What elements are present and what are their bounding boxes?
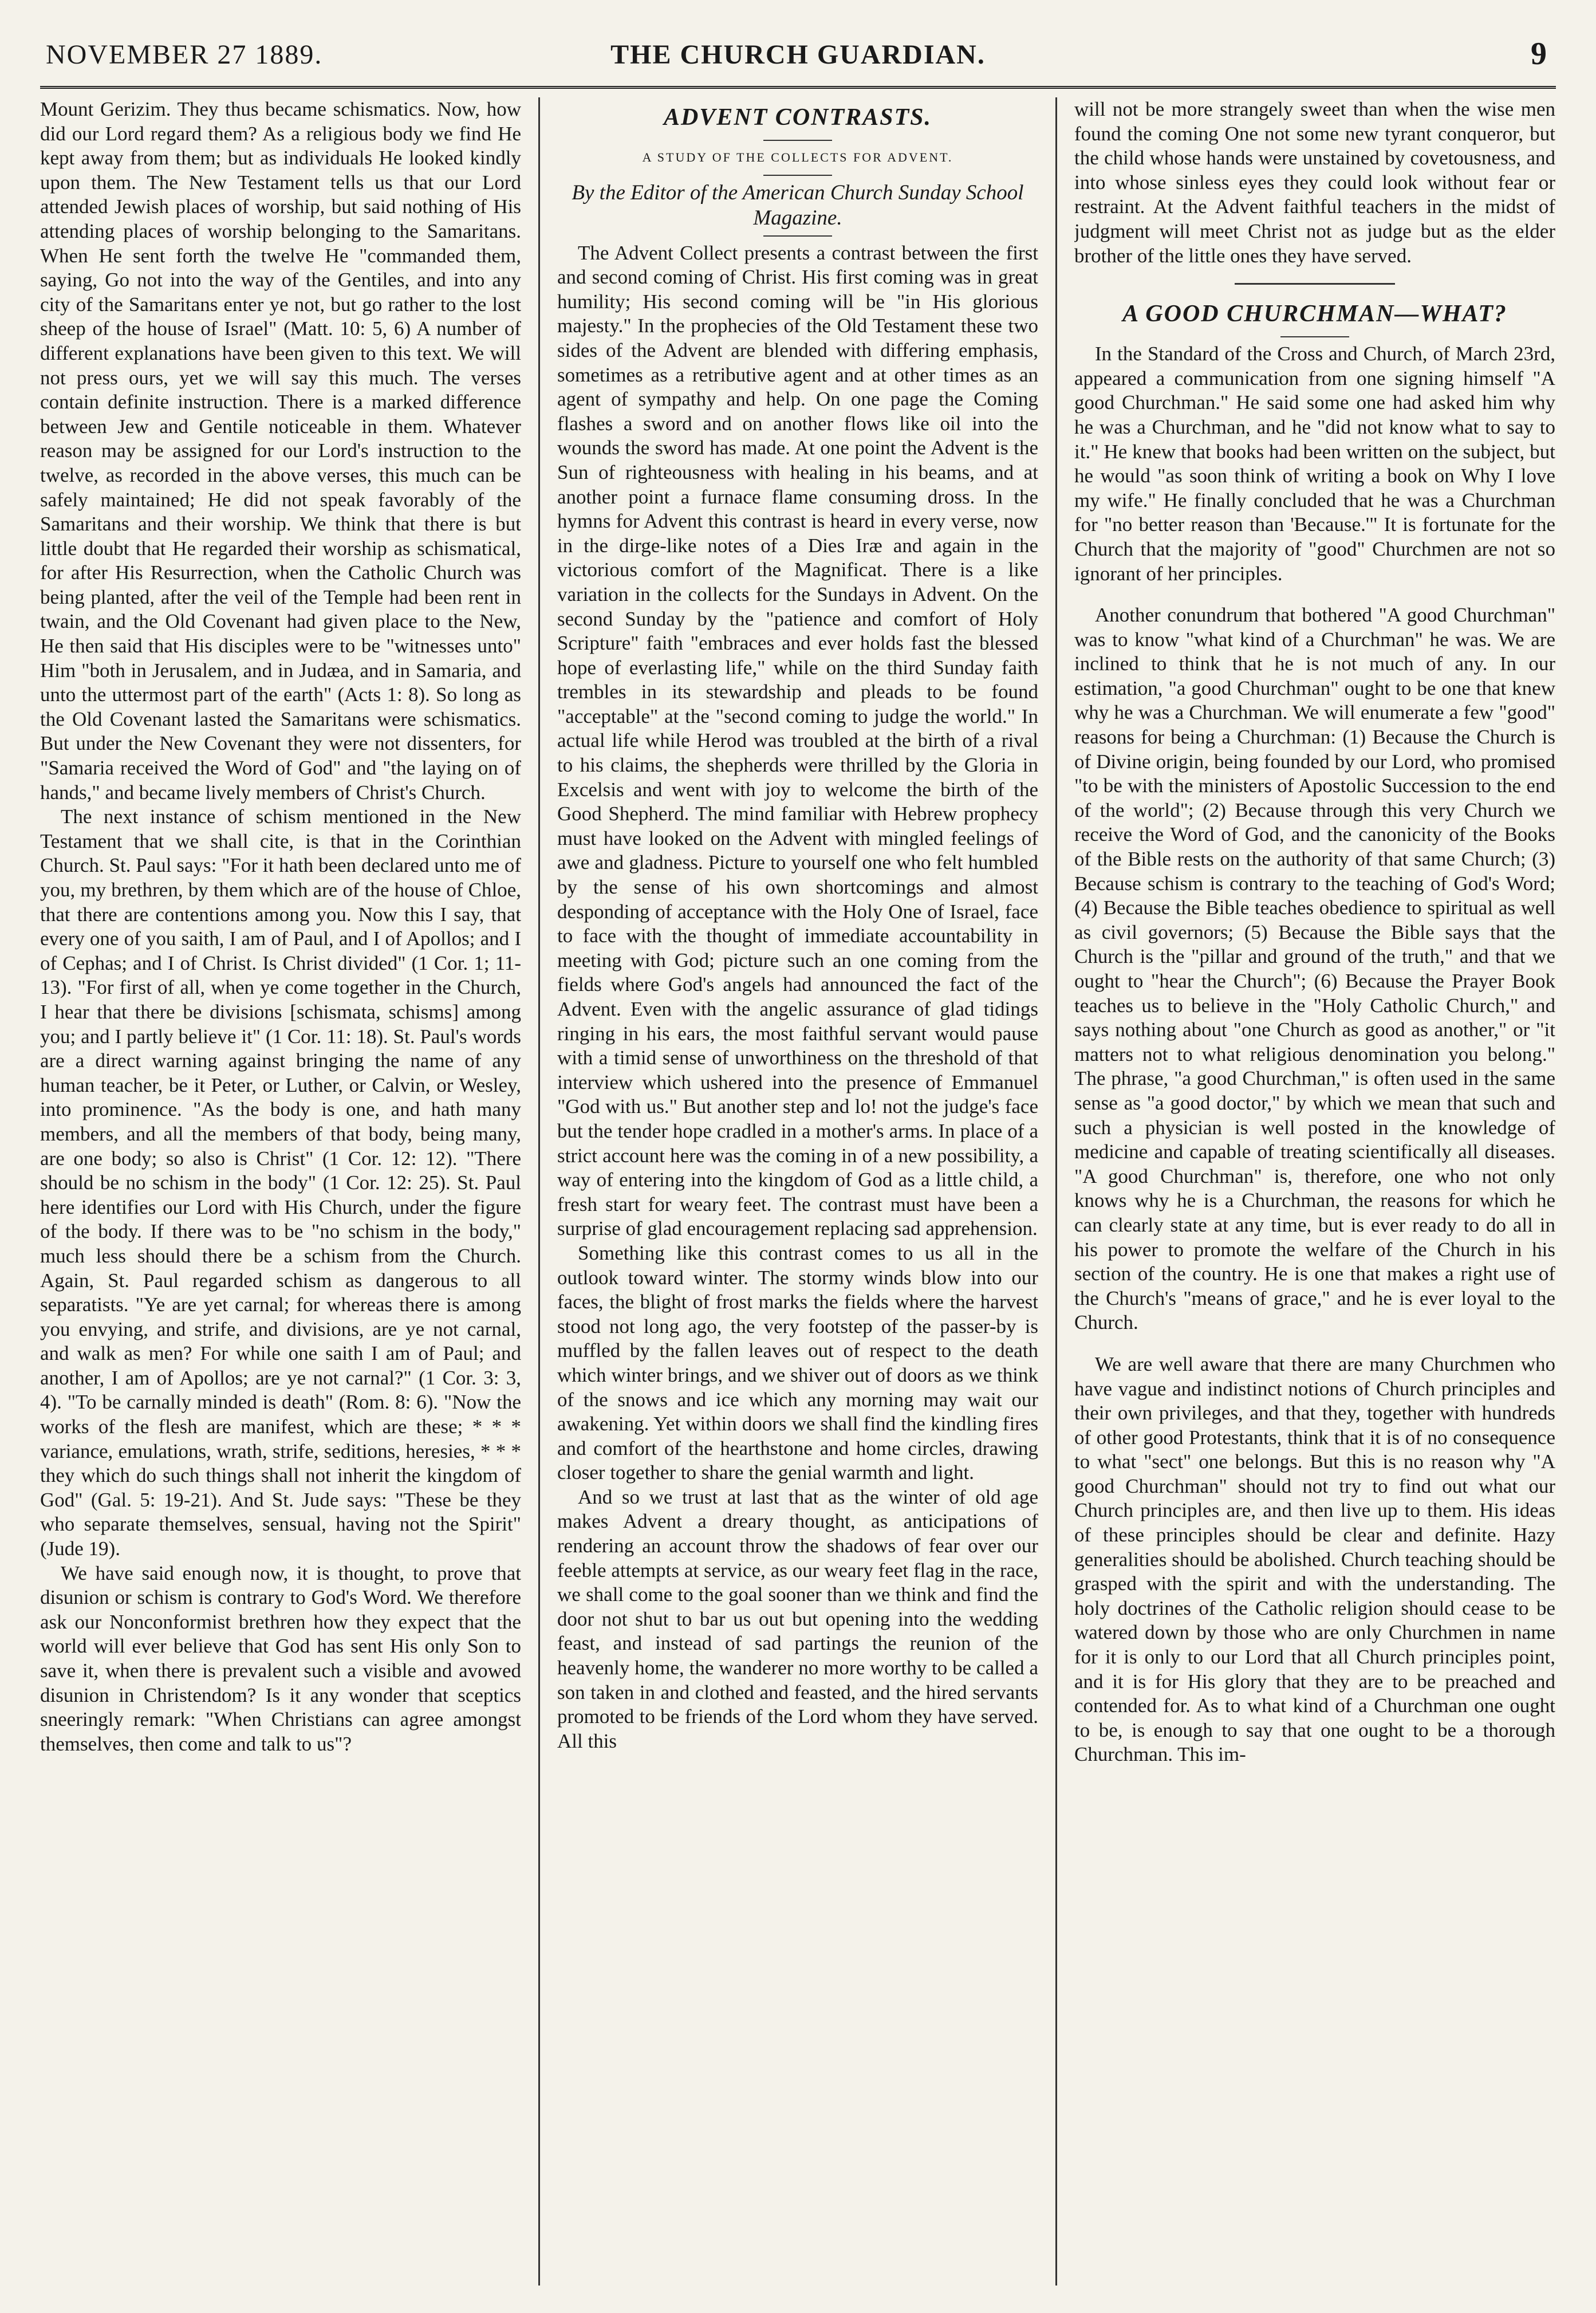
section-rule — [1235, 283, 1395, 285]
title-rule — [1280, 336, 1349, 337]
subtitle-rule — [763, 175, 832, 176]
article-title: A GOOD CHURCHMAN—WHAT? — [1122, 301, 1507, 328]
article-paragraph: will not be more strangely sweet than when the wise men found the coming One not some new tyrant conqueror, but the child whose hands were unstained by covetousness, and into whose sinless eyes they could look without fear or restraint. At the Advent faithful teachers in the midst of judgment will meet Christ not as judge but as the elder brother of the little ones they have served. — [1074, 98, 1555, 267]
issue-date: NOVEMBER 27 1889. — [46, 40, 323, 70]
masthead — [40, 23, 1556, 89]
paragraph-gap — [1074, 586, 1555, 603]
newspaper-page — [40, 23, 1556, 2291]
article-paragraph: Another conundrum that bothered "A good Churchman" was to know "what kind of a Churchman" he was. We are inclined to think that he is not much of any. In our estimation, "a good Churchman" ought to be one that knew why he was a Churchman. We will enumerate a few "good" reasons for being a Churchman: (1) Because the Church is of Divine origin, being founded by our Lord, who promised "to be with the ministers of Apostolic Succession to the end of the world"; (2) Because through this very Church we receive the Word of God, and the canonicity of the Books of the Bible rests on the authority of that same Church; (3) Because schism is contrary to the teaching of God's Word; (4) Because the Bible teaches obedience to spiritual as well as civil governors; (5) Because the Bible says that the Church is the "pillar and ground of the truth," and that we ought to "hear the Church"; (6) Because the Prayer Book teaches us to believe in the "Holy Catholic Church," and says nothing about "one Church as good as another," or "it matters not to what religious denomination you belong." The phrase, "a good Churchman," is often used in the same sense as "a good doctor," by which we mean that such and such a physician is well posted in the knowledge of medicine and capable of treating scientifically all diseases. "A good Churchman" is, therefore, one who not only knows why he is a Churchman, the reasons for which he can clearly state at any time, but is ever ready to do all in his power to promote the welfare of the Church in his section of the country. He is one that makes a right use of the Church's "means of grace," and he is ever loyal to the Church. — [1074, 604, 1555, 1334]
column-divider — [538, 97, 540, 2286]
byline-rule — [763, 235, 832, 237]
article-paragraph: We have said enough now, it is thought, to prove that disunion or schism is contrary to God's Word. We therefore ask our Nonconformist brethren how they expect that the world will ever believe that God has sent His only Son to save it, when there is prevalent such a visible and avowed disunion in Christendom? Is it any wonder that sceptics sneeringly remark: "When Christians can agree amongst themselves, then come and talk to us"? — [40, 1561, 521, 1755]
article-paragraph: Something like this contrast comes to us all in the outlook toward winter. The stormy winds blow into our faces, the blight of frost marks the fields where the harvest stood not long ago, the very footstep of the passer-by is muffled by the fallen leaves out of respect to the death which winter brings, and we shiver out of doors as we think of the snows and ice which any morning may wait our awakening. Yet within doors we shall find the kindling fires and comfort of the hearthstone and home circles, drawing closer together to share the genial warmth and light. — [557, 1241, 1038, 1484]
paragraph-gap — [1074, 1335, 1555, 1352]
article-paragraph: And so we trust at last that as the winter of old age makes Advent a dreary thought, as anticipations of rendering an account throw the shadows of fear over our feeble attempts at service, as our weary feet flag in the race, we shall come to the goal sooner than we think and find the door not shut to bar us out but opening into the wedding feast, and instead of sad partings the reunion of the heavenly home, the wanderer no more worthy to be called a son taken in and clothed and feasted, and the hired servants promoted to be friends of the Lord whom they have served. All this — [557, 1485, 1038, 1752]
title-rule — [763, 140, 832, 141]
article-title: ADVENT CONTRASTS. — [663, 104, 932, 131]
article-paragraph: The next instance of schism mentioned in the New Testament that we shall cite, is that in the Corinthian Church. St. Paul says: "For it hath been declared unto me of you, my brethren, by them which are of the house of Chloe, that there are contentions among you. Now this I say, that every one of you saith, I am of Paul, and I of Apollos; and I of Cephas; and I of Christ. Is Christ divided" (1 Cor. 1; 11-13). "For first of all, when ye come together in the Church, I hear that there be divisions [schismata, schisms] among you; and I partly believe it" (1 Cor. 11: 18). St. Paul's words are a direct warning against bringing the name of any human teacher, be it Peter, or Luther, or Calvin, or Wesley, into prominence. "As the body is one, and hath many members, and all the members of that body, being many, are one body; so also is Christ" (1 Cor. 12: 12). "There should be no schism in the body" (1 Cor. 12: 25). St. Paul here identifies our Lord with His Church, under the figure of the body. If there was to be "no schism in the body," much less should there be a schism from the Church. Again, St. Paul regarded schism as dangerous to all separatists. "Ye are yet carnal; for whereas there is among you envying, and strife, and divisions, are ye not carnal, and walk as men? For while one saith I am of Paul; and another, I am of Apollos; are ye not carnal?" (1 Cor. 3: 3, 4). "To be carnally minded is death" (Rom. 8: 6). "Now the works of the flesh are manifest, which are these; * * * variance, emulations, wrath, strife, seditions, heresies, * * * they which do such things shall not inherit the kingdom of God" (Gal. 5: 19-21). And St. Jude says: "These be they who separate themselves, sensual, having not the Spirit" (Jude 19). — [40, 805, 521, 1560]
newspaper-title: THE CHURCH GUARDIAN. — [610, 40, 986, 70]
article-paragraph: Mount Gerizim. They thus became schismatics. Now, how did our Lord regard them? As a religious body we find He kept away from them; but as individuals He looked kindly upon them. The New Testament tells us that our Lord attended Jewish places of worship, but said nothing of His attending places of worship belonging to the Samaritans. When He sent forth the twelve He "commanded them, saying, Go not into the way of the Gentiles, and into any city of the Samaritans enter ye not, but go rather to the lost sheep of the house of Israel" (Matt. 10: 5, 6) A number of different explanations have been given to this text. We will not press ours, yet we will say this much. The verses contain definite instruction. There is a marked difference between Jew and Gentile noticeable in them. Whatever reason may be assigned for our Lord's instruction to the twelve, as recorded in the above verses, this much can be safely maintained; He did not speak favorably of the Samaritans and their worship. We think that there is but little doubt that He regarded their worship as schismatical, for after His Resurrection, when the Catholic Church was being planted, after the veil of the Temple had been rent in twain, and the Old Covenant had given place to the New, He then said that His disciples were to be "witnesses unto" Him "both in Jerusalem, and in Judæa, and in Samaria, and unto the uttermost part of the earth" (Acts 1: 8). So long as the Old Covenant lasted the Samaritans were schismatics. But under the New Covenant they were not dissenters, for "Samaria received the Word of God" and "the laying on of hands," and became lively members of Christ's Church. — [40, 98, 521, 804]
column-3 — [1074, 97, 1555, 2286]
article-byline: By the Editor of the American Church Sunday School Magazine. — [572, 180, 1024, 230]
article-subtitle: A STUDY OF THE COLLECTS FOR ADVENT. — [642, 150, 953, 164]
page-number: 9 — [1531, 36, 1548, 72]
article-paragraph: In the Standard of the Cross and Church, of March 23rd, appeared a communication from one signing himself "A good Churchman." He said some one had asked him why he was a Churchman, and he "did not know what to say to it." He knew that books had been written on the subject, but he would "as soon think of writing a book on Why I love my wife." He finally concluded that he was a Churchman for "no better reason than 'Because.'" It is fortunate for the Church that the majority of "good" Churchmen are not so ignorant of her principles. — [1074, 343, 1555, 585]
article-paragraph: The Advent Collect presents a contrast between the first and second coming of Christ. His first coming was in great humility; His second coming will be "in His glorious majesty." In the prophecies of the Old Testament these two sides of the Advent are blended with differing emphasis, sometimes as a retributive agent and at other times as an agent of sympathy and help. On one page the Coming flashes a sword and on another flows like oil into the wounds the sword has made. At one point the Advent is the Sun of righteousness with healing in his beams, and at another point a furnace flame consuming dross. In the hymns for Advent this contrast is heard in every verse, now in the dirge-like notes of a Dies Iræ and again in the victorious comfort of the Magnificat. There is a like variation in the collects for the Sundays in Advent. On the second Sunday by the "patience and comfort of Holy Scripture" faith "embraces and ever holds fast the blessed hope of everlasting life," while on the third Sunday faith trembles in its stewardship and pleads to be found "acceptable" at the "second coming to judge the world." In actual life while Herod was troubled at the birth of a rival to his claims, the shepherds were thrilled by the Gloria in Excelsis and went with joy to welcome the birth of the Good Shepherd. The mind familiar with Hebrew prophecy must have looked on the Advent with mingled feelings of awe and gladness. Picture to yourself one who felt humbled by the sense of his own shortcomings and almost desponding of acceptance with the Holy One of Israel, face to face with the thought of immediate accountability in meeting with God; picture such an one coming from the fields where God's angels had announced the fact of the Advent. Even with the angelic assurance of glad tidings ringing in his ears, the most faithful servant would pause with a timid sense of unworthiness on the threshold of that interview which ushered into the presence of Emmanuel "God with us." But another step and lo! not the judge's face but the tender hope cradled in a mother's arms. In place of a strict account here was the coming in of a new possibility, a way of entering into the kingdom of God as a little child, a fresh start for weary feet. The contrast must have been a surprise of glad encouragement replacing sad apprehension. — [557, 241, 1038, 1240]
article-paragraph: We are well aware that there are many Churchmen who have vague and indistinct notions of Church principles and their own privileges, and that they, together with hundreds of other good Protestants, think that it is of no consequence to what "sect" one belongs. But this is no reason why "A good Churchman" should not try to find out what our Church principles are, and then live up to them. His ideas of these principles should be clear and definite. Hazy generalities should be abolished. Church teaching should be grasped with the spirit and with the understanding. The holy doctrines of the Catholic religion should cease to be watered down by those who are only Churchmen in name for it is only to our Lord that all Church principles point, and it is for His glory that they are to be preached and contended for. As to what kind of a Churchman one ought to be, is enough to say that one ought to be a thorough Churchman. This im- — [1074, 1352, 1555, 1766]
column-1 — [40, 97, 521, 2286]
column-divider — [1055, 97, 1057, 2286]
column-2 — [557, 97, 1038, 2286]
